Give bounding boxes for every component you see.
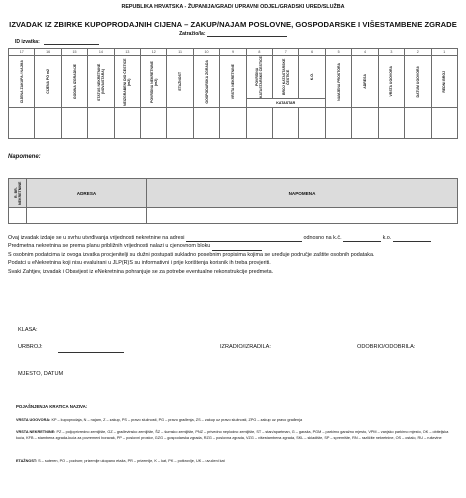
table-cell[interactable] (193, 108, 219, 139)
table-cell[interactable] (220, 108, 246, 139)
column-number: 11 (167, 49, 193, 56)
table-cell[interactable] (35, 108, 61, 139)
table-cell[interactable] (88, 108, 114, 139)
contract-type-legend (16, 418, 456, 424)
column-header-label: VRSTA NEKRETNINE (230, 63, 235, 100)
column-header-row (9, 56, 458, 99)
column-number: 12 (141, 49, 167, 56)
column-number: 13 (114, 49, 140, 56)
column-header-label: GODINA IZGRADNJE (72, 63, 77, 100)
table-cell[interactable] (378, 108, 404, 139)
header-cell (246, 56, 272, 99)
property-type-label: VRSTA NEKRETNINE: (16, 430, 56, 434)
contract-type-label: VRSTA UGOVORA: (16, 418, 51, 422)
column-number: 15 (61, 49, 87, 56)
table-cell[interactable] (114, 108, 140, 139)
table-cell[interactable] (325, 108, 351, 139)
urbroj-field[interactable] (58, 352, 124, 353)
address-purpose-text: Ovaj izvadak izdaje se u svrhu utvrđivanja vrijednosti nekretnine na adresi (8, 235, 185, 241)
column-header-label: POVRŠINA NEKRETNINE (m2) (149, 60, 158, 103)
header-cell (88, 56, 114, 108)
floor-legend (16, 459, 456, 465)
column-number: 3 (378, 49, 404, 56)
table-cell[interactable] (167, 108, 193, 139)
column-number: 14 (88, 49, 114, 56)
contract-type-text: KP – kupoprodaja, N – najam, Z – zakup, PS – pravo služnosti, PG – pravo građenja, ZS – zakup uz pravo služnosti, ZPG – zakup uz pravo građenja (51, 418, 303, 422)
table-cell[interactable] (405, 108, 431, 139)
header-cell (61, 56, 87, 108)
extract-id-field[interactable] (44, 39, 99, 45)
column-header-label: REDNI BROJ (442, 70, 447, 93)
extract-id-label: ID izvatka: (15, 39, 40, 45)
statement-line-privacy: S osobnim podatcima iz ovoga izvatka procjenitelji su dužni postupati sukladno posebnim propisima kojima se uređuje područje zaštite osobnih podataka. (8, 251, 375, 258)
cadastral-municipality-text: k.o. (382, 235, 392, 241)
header-cell (273, 56, 299, 99)
urbroj-label: URBROJ: (18, 344, 43, 350)
column-number-row (9, 49, 458, 56)
place-date-label: MJESTO, DATUM (18, 371, 64, 377)
header-cell (114, 56, 140, 108)
cadastral-municipality-field[interactable] (393, 235, 431, 242)
column-header-label: STATUS NEKRETNINE (NOVA/STARA) (96, 62, 105, 101)
table-cell[interactable] (9, 208, 27, 224)
column-number: 1 (431, 49, 458, 56)
statement-line-disclaimer: Podatci u eNekretnina koji nisu evaluirani u JLP(R)S su informativni i prije korištenja korisnik ih treba provjeriti. (8, 260, 271, 267)
klasa-label: KLASA: (18, 327, 38, 333)
header-cell (167, 56, 193, 108)
table-cell[interactable] (352, 108, 378, 139)
notes-col-number-label: R. BR. NEKRETNINE (13, 181, 22, 205)
column-number: 6 (299, 49, 325, 56)
requested-by-label: Zatražio/la: (179, 31, 206, 37)
column-header-label: VRSTA UGOVORA (389, 66, 394, 97)
column-number: 5 (325, 49, 351, 56)
floor-label: ETAŽNOST: (16, 459, 38, 463)
header-cell (141, 56, 167, 108)
parcel-number-field[interactable] (343, 235, 381, 242)
column-header-label: CIJENA ZAKUPA / NAJMA (19, 59, 24, 104)
table-cell[interactable] (431, 108, 458, 139)
header-cell (431, 56, 458, 108)
abbreviations-title: POJAŠNJENJA KRATICA NAZIVA: (16, 404, 88, 409)
table-cell[interactable] (9, 108, 35, 139)
table-row (9, 208, 458, 224)
notes-header-row (9, 179, 458, 208)
column-number: 7 (273, 49, 299, 56)
table-cell[interactable] (27, 208, 147, 224)
column-header-label: NEIZGRAĐENI DIO ČESTICE (m2) (123, 57, 132, 106)
header-cell (299, 56, 325, 99)
header-cell (378, 56, 404, 108)
header-cell (193, 56, 219, 108)
notes-col-address: ADRESA (27, 179, 147, 208)
column-header-label: K.O. (310, 73, 315, 81)
column-header-label: POVRŠINA KATASTARSKE ČESTICE (255, 56, 264, 98)
header-cell (325, 56, 351, 108)
column-header-label: GOSPODARSKA ZGRADA (204, 59, 209, 104)
statement-text (8, 234, 458, 276)
issuing-authority: REPUBLIKA HRVATSKA - ŽUPANIJA/GRAD/ UPRAVNI ODJEL/GRADSKI URED/SLUŽBA (121, 4, 345, 10)
header-cell (352, 56, 378, 108)
header-cell (220, 56, 246, 108)
header-cell (35, 56, 61, 108)
parcel-text: odnosno na k.č. (303, 235, 342, 241)
table-cell[interactable] (299, 108, 325, 139)
price-records-table (8, 48, 458, 139)
table-cell[interactable] (141, 108, 167, 139)
column-number: 10 (193, 49, 219, 56)
table-cell[interactable] (61, 108, 87, 139)
column-number: 2 (405, 49, 431, 56)
table-cell[interactable] (273, 108, 299, 139)
property-type-text: PZ – poljoprivredno zemljište, GZ – građevinsko zemljište, ŠZ – šumsko zemljište, PNZ – privedno neplodno zemljište, ST – stan/apartman, G – garaža, PGM – parkirno garažno mjesto, VPM – vanjsko parkirno mjesto, OK – obiteljska kuća, KFB – stambena zgrada-kuća za povremeni boravak, PP – poslovni prostor, GZG – gospodarska zgrada, RZG – poslovna zgrada, VZG – višestambena zgrada, SKL – skladište, SP – spremište, RN – različite nekretnine, OS – ostalo, RU – ruševine (16, 430, 449, 440)
column-number: 17 (9, 49, 35, 56)
address-field[interactable] (186, 235, 302, 242)
header-cell (9, 56, 35, 108)
prepared-by-label: IZRADIO/IZRADILA: (220, 344, 271, 350)
column-number: 4 (352, 49, 378, 56)
extract-id-row (15, 39, 99, 45)
notes-col-note: NAPOMENA (147, 179, 458, 208)
price-block-field[interactable] (212, 244, 262, 251)
table-row (9, 108, 458, 139)
column-number: 8 (246, 49, 272, 56)
statement-line-storage: Svaki Zahtjev, izvadak i Obavijest iz eNekretnina pohranjuje se za potrebe eventualne rekonstrukcije predmeta. (8, 268, 274, 275)
statement-line-address (8, 234, 458, 242)
floor-text: S – suteren, PO – podrum; prizemlje ukopano etaža, PR – prizemlje, K – kat, PK – potkrovlje, UK – uvučeni kat (38, 459, 225, 463)
notes-table (8, 178, 458, 224)
notes-heading: Napomene: (8, 154, 41, 160)
column-header-label: ETAŽNOST (178, 72, 183, 91)
column-header-label: NAMJENA PROSTORA (336, 62, 341, 101)
column-header-label: BROJ KATASTARSKE ČESTICE (281, 58, 290, 96)
column-header-label: ADRESA (362, 74, 367, 89)
property-type-legend (16, 430, 456, 441)
header-cell (405, 56, 431, 108)
column-header-label: DATUM UGOVORA (415, 65, 420, 98)
statement-line-block (8, 242, 458, 250)
table-cell[interactable] (147, 208, 458, 224)
table-cell[interactable] (246, 108, 272, 139)
column-number: 16 (35, 49, 61, 56)
column-header-label: CIJENA PO m2 (46, 69, 51, 94)
katastar-group-label: KATASTAR (246, 99, 325, 108)
price-block-text: Predmetna nekretnina se prema planu približnih vrijednosti nalazi u cjenovnom bloku (8, 243, 211, 250)
requested-by-row (0, 31, 466, 37)
column-number: 9 (220, 49, 246, 56)
notes-col-number (9, 179, 27, 208)
document-title: IZVADAK IZ ZBIRKE KUPOPRODAJNIH CIJENA – ZAKUP/NAJAM POSLOVNE, GOSPODARSKE I VIŠESTAMBENE ZGRADE (9, 20, 457, 29)
approved-by-label: ODOBRIO/ODOBRILA: (357, 344, 416, 350)
requested-by-field[interactable] (207, 31, 287, 37)
